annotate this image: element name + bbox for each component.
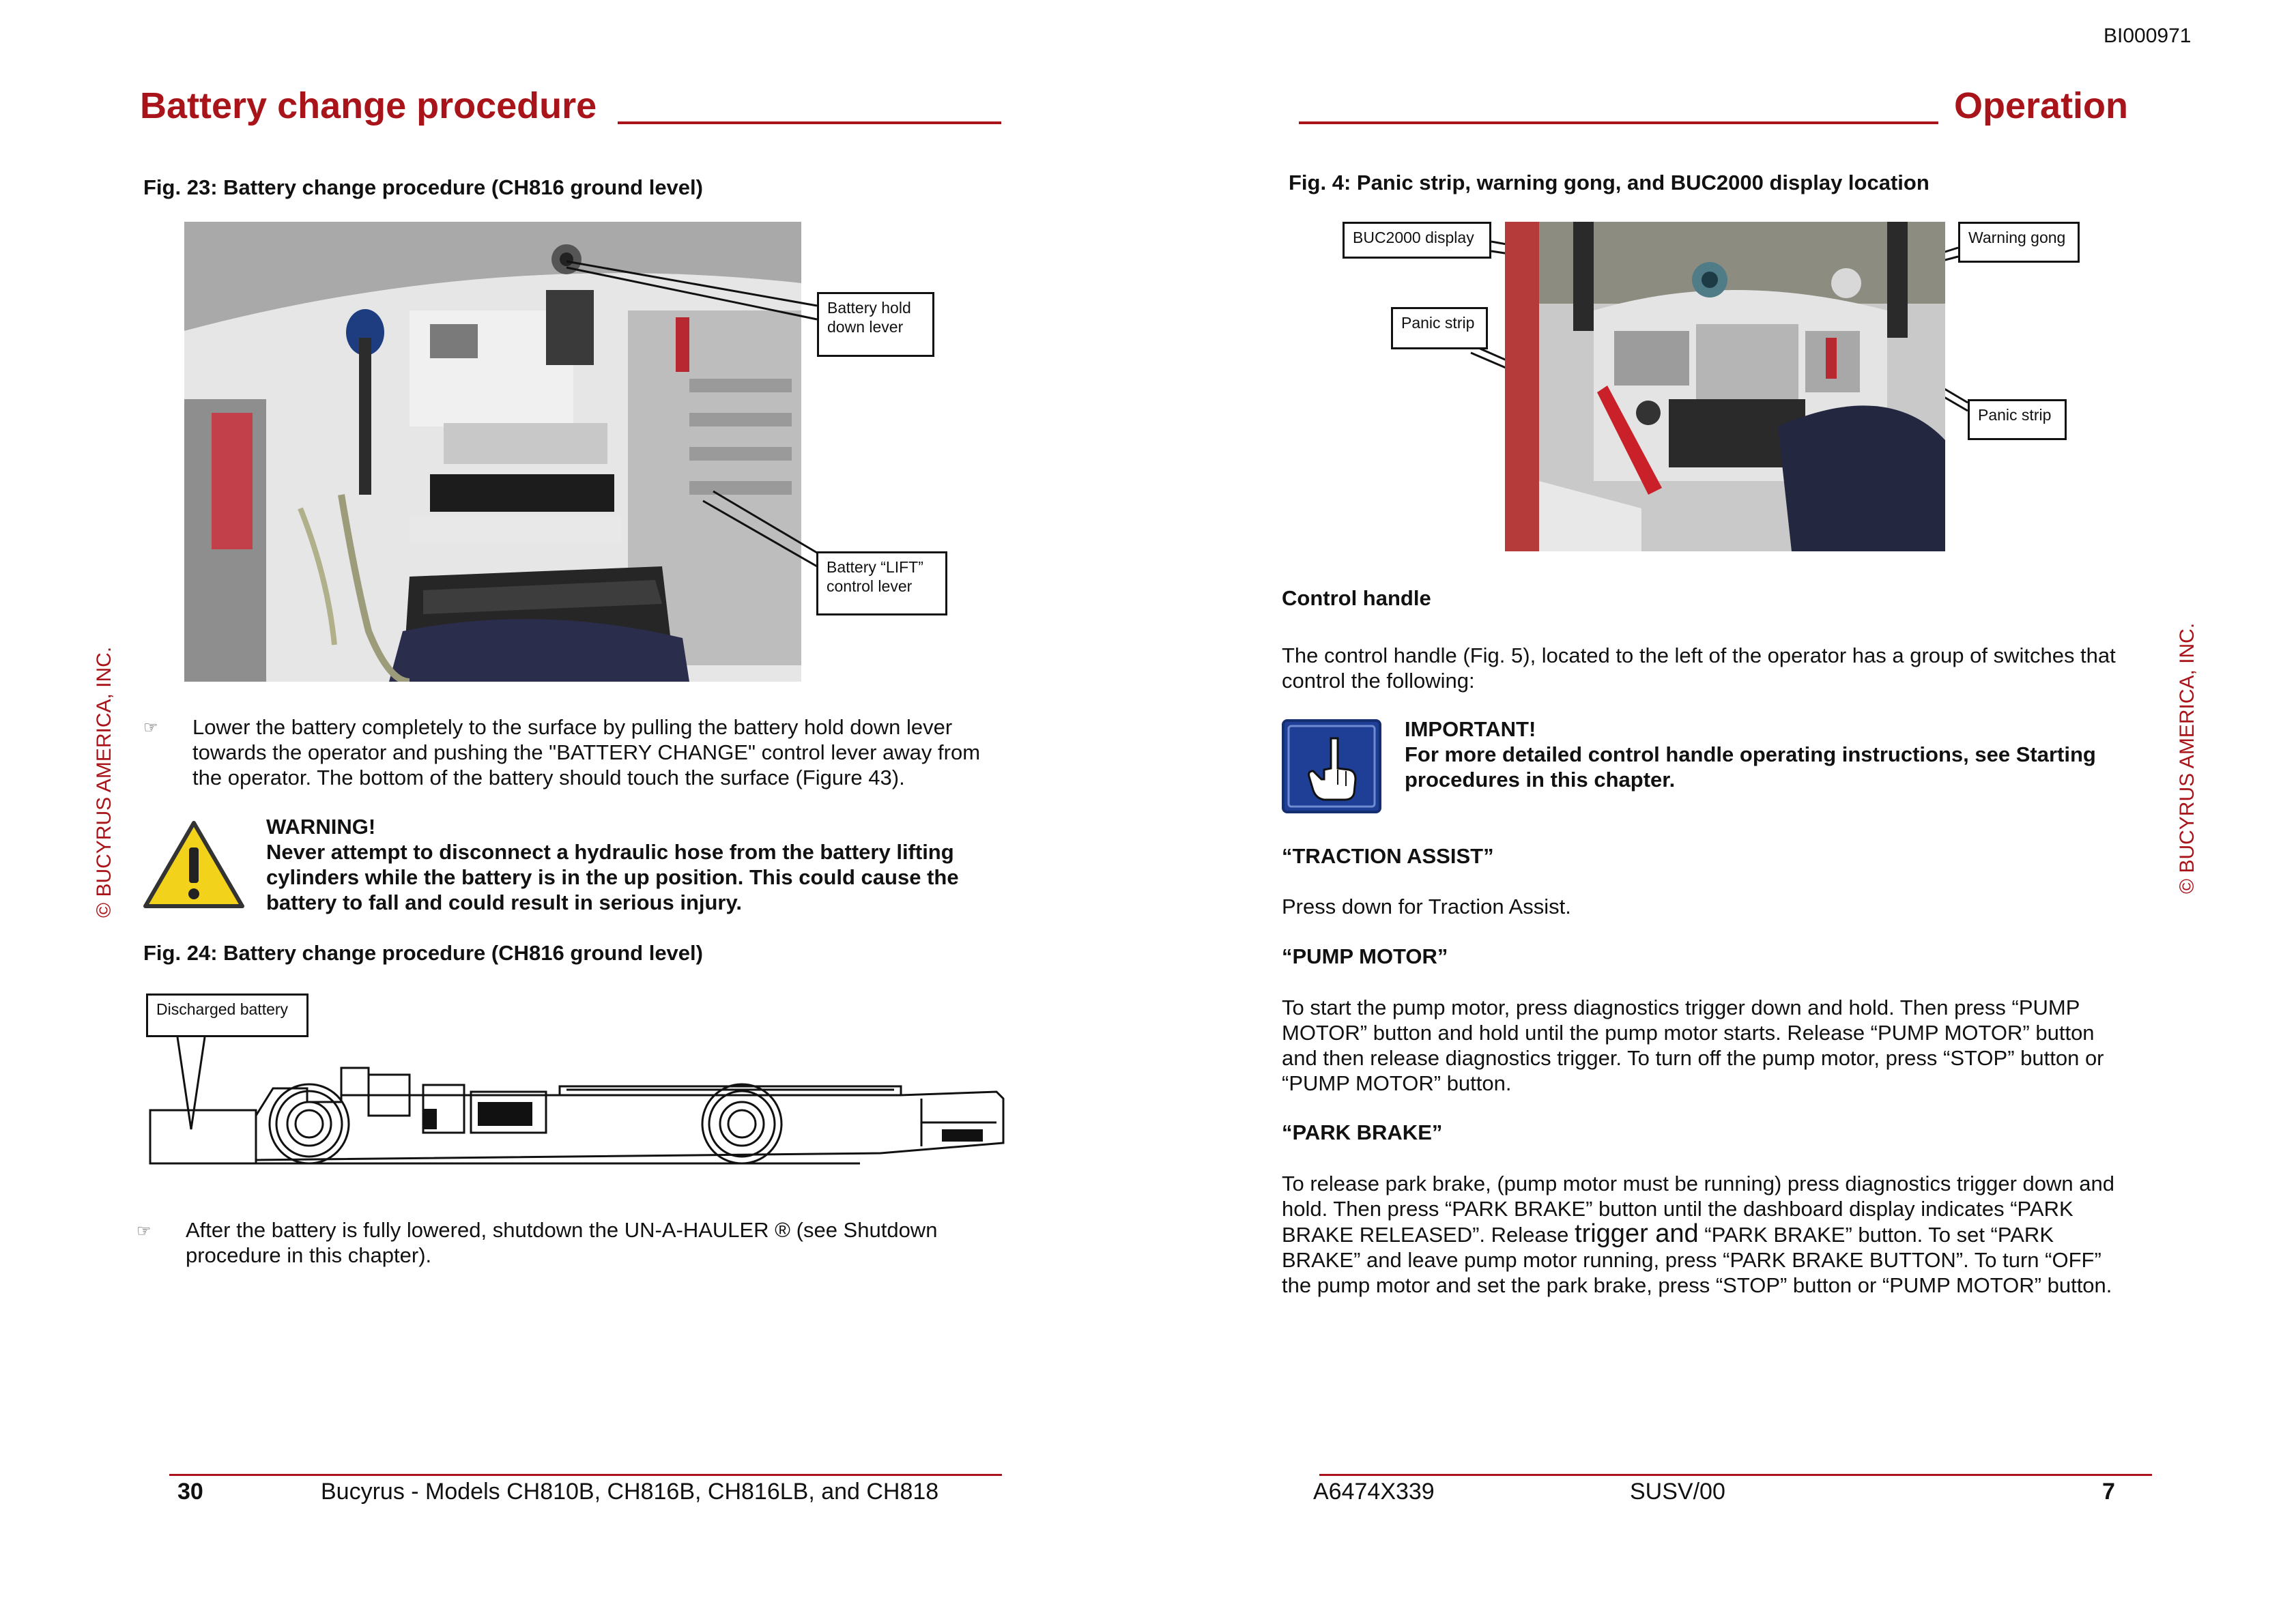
step-lower-battery [192,714,1025,790]
right-side-copyright: © BUCYRUS AMERICA, INC. [2176,622,2198,894]
callout-line: down lever [827,318,904,336]
text-line: After the battery is fully lowered, shutdown the UN-A-HAULER ® (see Shutdown [186,1218,938,1242]
text-line: control the following: [1282,669,1475,693]
pointing-finger-icon [1282,719,1381,817]
callout-buc2000-display: BUC2000 display [1343,222,1491,259]
text-line: the pump motor and set the park brake, press “STOP” button or “PUMP MOTOR” button. [1282,1273,2112,1297]
text-line: To start the pump motor, press diagnostics trigger down and hold. Then press “PUMP [1282,996,2080,1019]
right-page-title: Operation [1954,85,2129,126]
text-line: battery to fall and could result in serious injury. [266,890,743,914]
text-line [1282,1221,2183,1247]
footer-models: Bucyrus - Models CH810B, CH816B, CH816LB, and CH818 [321,1479,939,1505]
fig24-caption: Fig. 24: Battery change procedure (CH816 ground level) [143,941,703,965]
text-line: hold. Then press “PARK BRAKE” button until the dashboard display indicates “PARK [1282,1197,2073,1221]
warning-heading: WARNING! [266,815,376,839]
callout-line: Battery hold [827,299,911,317]
left-page-title: Battery change procedure [140,85,597,126]
text-line: cylinders while the battery is in the up position. This could cause the [266,865,959,889]
pump-motor-text [1282,995,2183,1096]
fig23-caption: Fig. 23: Battery change procedure (CH816 ground level) [143,175,703,199]
text-line: MOTOR” button and hold until the pump motor starts. Release “PUMP MOTOR” button [1282,1021,2095,1045]
text-line: procedure in this chapter). [186,1243,432,1267]
warning-triangle-icon [141,819,246,914]
traction-assist-text: Press down for Traction Assist. [1282,895,1571,918]
text-line: the operator. The bottom of the battery should touch the surface (Figure 43). [192,766,905,789]
callout-panic-strip-right: Panic strip [1968,399,2067,440]
text-span: “PARK BRAKE” button. To set “PARK [1698,1223,2054,1247]
footer-rule [1319,1474,2152,1476]
text-line: procedures in this chapter. [1405,768,1676,792]
warning-block [266,814,1044,915]
text-line: To release park brake, (pump motor must be running) press diagnostics trigger down and [1282,1172,2114,1195]
callout-line: control lever [827,577,913,595]
document-id: BI000971 [2104,25,2192,47]
text-line: and then release diagnostics trigger. To turn off the pump motor, press “STOP” button or [1282,1046,2104,1070]
left-side-copyright: © BUCYRUS AMERICA, INC. [93,646,115,918]
text-line: towards the operator and pushing the "BATTERY CHANGE" control lever away from [192,740,981,764]
callout-line: Battery “LIFT” [827,558,923,576]
text-span-large: trigger and [1575,1219,1699,1248]
text-line: BRAKE” and leave pump motor running, press “PARK BRAKE BUTTON”. To turn “OFF” [1282,1248,2101,1272]
title-underline [1299,121,1938,124]
park-brake-heading: “PARK BRAKE” [1282,1120,1443,1144]
right-page-number: 7 [2102,1479,2115,1505]
important-block [1405,716,2190,792]
footer-rule [169,1474,1002,1476]
pointing-hand-icon: ☞ [143,719,158,737]
footer-doc-code: A6474X339 [1313,1479,1435,1505]
text-line: “PUMP MOTOR” button. [1282,1071,1512,1095]
text-span: BRAKE RELEASED”. Release [1282,1223,1575,1247]
callout-panic-strip-left: Panic strip [1391,307,1488,349]
park-brake-text [1282,1171,2183,1298]
text-line: Never attempt to disconnect a hydraulic hose from the battery lifting [266,840,954,864]
control-handle-description [1282,643,2183,693]
text-line: For more detailed control handle operating instructions, see Starting [1405,742,2096,766]
callout-battery-lift-control-lever [816,551,947,615]
traction-assist-heading: “TRACTION ASSIST” [1282,844,1494,868]
important-heading: IMPORTANT! [1405,717,1536,741]
fig4-photo [1505,222,1945,551]
fig4-caption: Fig. 4: Panic strip, warning gong, and BUC2000 display location [1289,171,1929,194]
callout-warning-gong: Warning gong [1958,222,2080,263]
pointing-hand-icon: ☞ [137,1222,152,1241]
text-line: The control handle (Fig. 5), located to the left of the operator has a group of switches that [1282,643,2116,667]
control-handle-heading: Control handle [1282,586,1431,610]
footer-revision: SUSV/00 [1630,1479,1725,1505]
pump-motor-heading: “PUMP MOTOR” [1282,944,1448,968]
text-line: Lower the battery completely to the surface by pulling the battery hold down lever [192,715,953,739]
callout-discharged-battery: Discharged battery [146,994,308,1037]
step-shutdown [186,1217,1018,1268]
callout-battery-hold-down-lever [817,292,934,357]
vehicle-line-drawing [137,1027,1010,1177]
operator-cab-illustration [1505,222,1945,551]
left-page-number: 30 [177,1479,203,1505]
